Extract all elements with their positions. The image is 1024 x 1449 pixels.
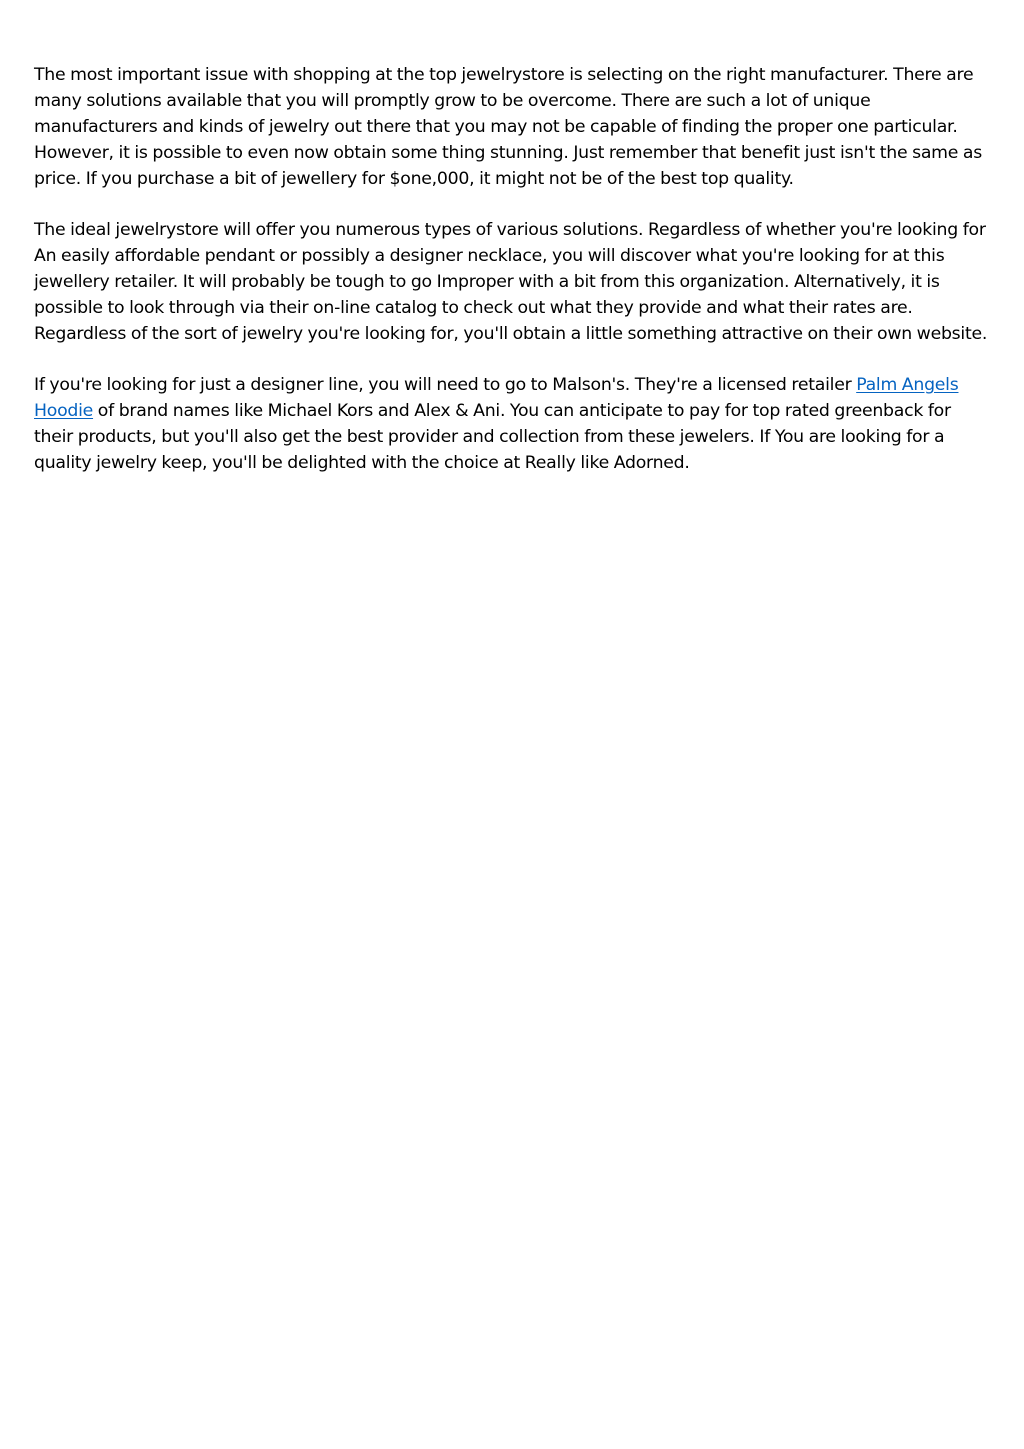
paragraph-3-text-after-link: of brand names like Michael Kors and Alex & Ani. You can anticipate to pay for top rated greenback for their products, but you'll also get the best provider and collection from these jewelers. If You are looking for a quality jewelry keep, you'll be delighted with the choice at Really like Adorned.: [34, 401, 951, 473]
paragraph-2: The ideal jewelrystore will offer you numerous types of various solutions. Regardless of whether you're looking for An easily affordable pendant or possibly a designer necklace, you will discover what you're looking for at this jewellery retailer. It will probably be tough to go Improper with a bit from this organization. Alternatively, it is possible to look through via their on-line catalog to check out what they provide and what their rates are. Regardless of the sort of jewelry you're looking for, you'll obtain a little something attractive on their own website.: [34, 220, 988, 344]
palm-angels-hoodie-link[interactable]: Palm Angels Hoodie: [34, 375, 959, 421]
paragraph-3: [34, 372, 994, 476]
paragraph-1: The most important issue with shopping at the top jewelrystore is selecting on the right manufacturer. There are many solutions available that you will promptly grow to be overcome. There are such a lot of unique manufacturers and kinds of jewelry out there that you may not be capable of finding the proper one particular. However, it is possible to even now obtain some thing stunning. Just remember that benefit just isn't the same as price. If you purchase a bit of jewellery for $one,000, it might not be of the best top quality.: [34, 65, 982, 189]
document-page: [34, 62, 994, 501]
paragraph-3-text-before-link: If you're looking for just a designer line, you will need to go to Malson's. They're a licensed retailer: [34, 375, 857, 395]
